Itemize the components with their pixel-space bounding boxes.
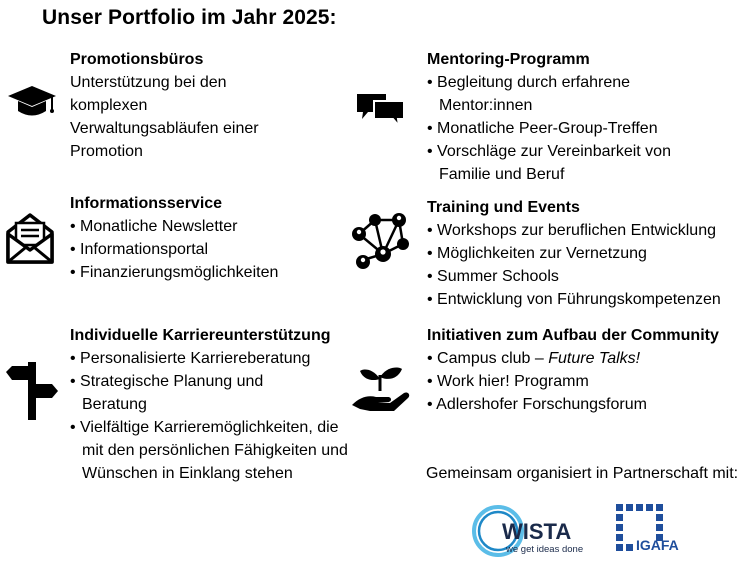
list-item: • Personalisierte Karriereberatung bbox=[70, 347, 355, 370]
list-item: • Work hier! Programm bbox=[427, 370, 747, 393]
wista-logo bbox=[468, 502, 608, 560]
section-heading: Initiativen zum Aufbau der Community bbox=[427, 327, 719, 344]
section-informationsservice bbox=[70, 192, 350, 284]
section-community bbox=[427, 324, 747, 416]
wista-logo-name: WISTA bbox=[502, 519, 572, 544]
item-text: Campus club – bbox=[437, 350, 549, 367]
partner-note: Gemeinsam organisiert in Partnerschaft mit: bbox=[426, 465, 739, 482]
section-line: Verwaltungsabläufen einer bbox=[70, 120, 259, 137]
speech-bubbles-icon bbox=[356, 92, 406, 128]
section-heading: Mentoring-Programm bbox=[427, 51, 590, 68]
item-italic-text: Future Talks! bbox=[548, 350, 641, 367]
page-title: Unser Portfolio im Jahr 2025: bbox=[42, 6, 337, 29]
section-line: komplexen bbox=[70, 97, 148, 114]
list-item: • Informationsportal bbox=[70, 238, 350, 261]
list-item: • Vorschläge zur Vereinbarkeit von Familie und Beruf bbox=[427, 140, 719, 186]
section-line: Unterstützung bei den bbox=[70, 74, 227, 91]
igafa-logo-name: IGAFA bbox=[636, 537, 679, 553]
list-item: • Monatliche Peer-Group-Treffen bbox=[427, 117, 727, 140]
list-item: • Möglichkeiten zur Vernetzung bbox=[427, 242, 749, 265]
section-karriere bbox=[70, 324, 355, 485]
section-promotionsbueros bbox=[70, 48, 340, 163]
hand-plant-icon bbox=[350, 365, 412, 413]
list-item: • Workshops zur beruflichen Entwicklung bbox=[427, 219, 749, 242]
signpost-icon bbox=[6, 362, 58, 420]
section-heading: Individuelle Karriereunterstützung bbox=[70, 327, 331, 344]
network-people-icon bbox=[347, 210, 411, 274]
section-training bbox=[427, 196, 749, 311]
list-item: • Strategische Planung und Beratung bbox=[70, 370, 312, 416]
list-item: • Begleitung durch erfahrene Mentor:innen bbox=[427, 71, 679, 117]
list-item bbox=[427, 347, 747, 370]
list-item: • Summer Schools bbox=[427, 265, 749, 288]
section-mentoring bbox=[427, 48, 727, 186]
wista-logo-tagline: we get ideas done bbox=[506, 544, 584, 555]
list-item: • Finanzierungsmöglichkeiten bbox=[70, 261, 350, 284]
list-item: • Entwicklung von Führungskompetenzen bbox=[427, 288, 749, 311]
section-heading: Promotionsbüros bbox=[70, 51, 204, 68]
section-line: Promotion bbox=[70, 143, 143, 160]
graduation-cap-icon bbox=[6, 84, 58, 120]
list-item: • Monatliche Newsletter bbox=[70, 215, 350, 238]
section-heading: Training und Events bbox=[427, 199, 580, 216]
section-heading: Informationsservice bbox=[70, 195, 223, 212]
list-item: • Adlershofer Forschungsforum bbox=[427, 393, 747, 416]
list-item: • Vielfältige Karrieremöglichkeiten, die mit den persönlichen Fähigkeiten und Wünschen in Einklang stehen bbox=[70, 416, 354, 485]
igafa-logo bbox=[612, 502, 692, 560]
envelope-icon bbox=[5, 212, 55, 266]
